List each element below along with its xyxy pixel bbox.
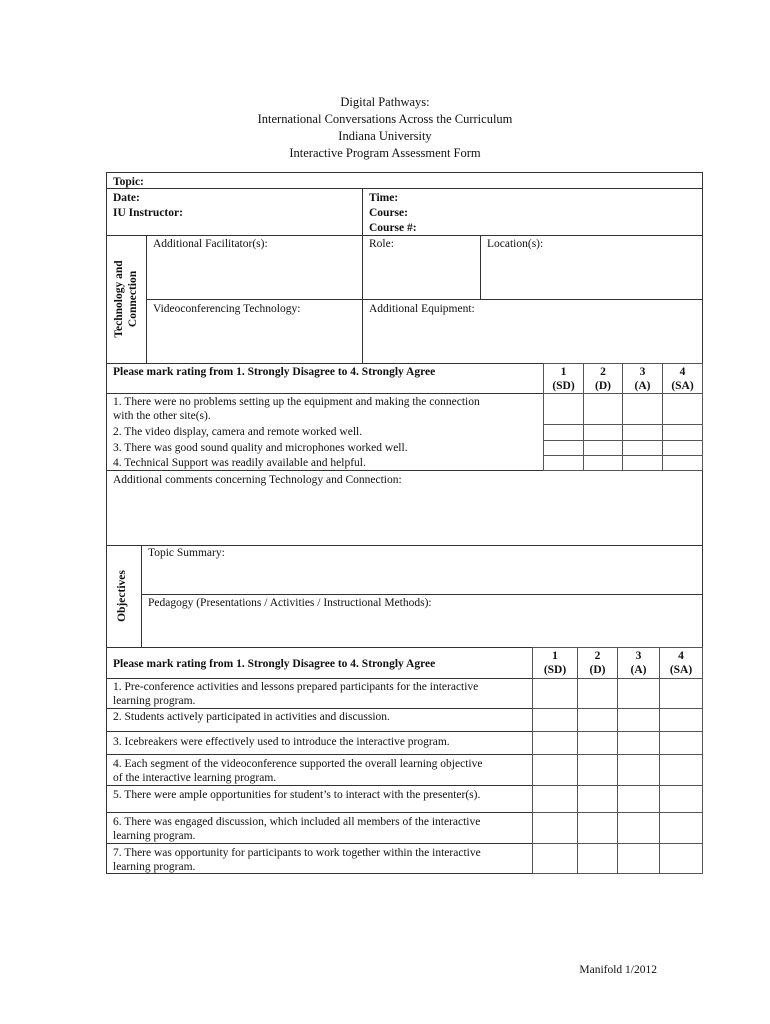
rating-box[interactable]	[659, 754, 703, 786]
rating-box[interactable]	[577, 731, 618, 755]
rating-box[interactable]	[532, 785, 578, 813]
rating-box[interactable]	[662, 455, 703, 471]
tech-item-1: 1. There were no problems setting up the equipment and making the connection with the other site(s).	[113, 396, 480, 422]
tech-side-label-line-1: Technology and	[113, 260, 125, 338]
rating-box[interactable]	[662, 440, 703, 456]
scale-header-3: 3 (A)	[630, 650, 647, 676]
rating-box[interactable]	[617, 754, 660, 786]
locations-label: Location(s):	[487, 238, 544, 250]
rating-box[interactable]	[622, 424, 663, 441]
course-label: Course:	[369, 207, 408, 219]
course-number-label: Course #:	[369, 222, 417, 234]
rating-box[interactable]	[583, 455, 623, 471]
instructor-label: IU Instructor:	[113, 207, 183, 219]
scale-header-2: 2 (D)	[595, 366, 611, 392]
tech-item-3: 3. There was good sound quality and microphones worked well.	[113, 442, 408, 454]
tech-comments-label: Additional comments concerning Technology and Connection:	[113, 474, 402, 486]
rating-instruction-tech: Please mark rating from 1. Strongly Disagree to 4. Strongly Agree	[113, 366, 436, 378]
time-label: Time:	[369, 192, 399, 204]
rating-box[interactable]	[662, 393, 703, 425]
rating-box[interactable]	[622, 393, 663, 425]
form-header	[0, 94, 770, 162]
rating-box[interactable]	[583, 393, 623, 425]
facilitators-label: Additional Facilitator(s):	[153, 238, 268, 250]
rating-box[interactable]	[622, 440, 663, 456]
rating-box[interactable]	[583, 424, 623, 441]
rating-box[interactable]	[577, 754, 618, 786]
rating-box[interactable]	[662, 424, 703, 441]
scale-header-4: 4 (SA)	[671, 366, 694, 392]
rating-box[interactable]	[577, 843, 618, 874]
rating-box[interactable]	[659, 678, 703, 709]
rating-box[interactable]	[617, 678, 660, 709]
footer-version: Manifold 1/2012	[579, 964, 657, 976]
rating-box[interactable]	[659, 812, 703, 844]
rating-instruction-objectives: Please mark rating from 1. Strongly Disagree to 4. Strongly Agree	[113, 658, 436, 670]
header-line-1: Digital Pathways:	[340, 95, 430, 109]
scale-header-2: 2 (D)	[589, 650, 606, 676]
rating-box[interactable]	[617, 731, 660, 755]
rating-box[interactable]	[659, 708, 703, 732]
rating-box[interactable]	[532, 843, 578, 874]
vc-technology-label: Videoconferencing Technology:	[153, 303, 301, 315]
scale-header-4: 4 (SA)	[669, 650, 693, 676]
rating-box[interactable]	[659, 731, 703, 755]
info-table	[106, 172, 703, 364]
objective-item-7: 7. There was opportunity for participants to work together within the interactive learning program.	[113, 847, 481, 873]
pedagogy-label: Pedagogy (Presentations / Activities / Instructional Methods):	[148, 597, 432, 609]
rating-box[interactable]	[577, 785, 618, 813]
tech-connection-side-label	[112, 260, 140, 337]
rating-box[interactable]	[543, 440, 584, 456]
objectives-side-label: Objectives	[116, 570, 128, 622]
rating-box[interactable]	[617, 785, 660, 813]
rating-box[interactable]	[543, 424, 584, 441]
rating-box[interactable]	[532, 754, 578, 786]
tech-item-4: 4. Technical Support was readily available and helpful.	[113, 457, 366, 469]
header-line-4: Interactive Program Assessment Form	[289, 146, 481, 160]
additional-equipment-label: Additional Equipment:	[369, 303, 475, 315]
topic-label: Topic:	[113, 176, 144, 188]
rating-box[interactable]	[532, 708, 578, 732]
header-line-2: International Conversations Across the Curriculum	[257, 112, 513, 126]
scale-header-1: 1 (SD)	[552, 366, 575, 392]
rating-box[interactable]	[532, 731, 578, 755]
rating-box[interactable]	[617, 708, 660, 732]
rating-box[interactable]	[622, 455, 663, 471]
rating-box[interactable]	[543, 455, 584, 471]
objective-item-3: 3. Icebreakers were effectively used to introduce the interactive program.	[113, 736, 450, 748]
rating-box[interactable]	[583, 440, 623, 456]
objective-item-6: 6. There was engaged discussion, which included all members of the interactive learning program.	[113, 816, 481, 842]
tech-item-2: 2. The video display, camera and remote worked well.	[113, 426, 363, 438]
rating-box[interactable]	[577, 812, 618, 844]
tech-side-label-line-2: Connection	[127, 270, 139, 328]
objective-item-5: 5. There were ample opportunities for student’s to interact with the presenter(s).	[113, 789, 481, 801]
role-label: Role:	[369, 238, 394, 250]
topic-summary-label: Topic Summary:	[148, 547, 225, 559]
objective-item-2: 2. Students actively participated in activities and discussion.	[113, 711, 390, 723]
objective-item-1: 1. Pre-conference activities and lessons prepared participants for the interactive learning program.	[113, 681, 479, 707]
scale-header-1: 1 (SD)	[543, 650, 567, 676]
rating-box[interactable]	[543, 393, 584, 425]
date-label: Date:	[113, 192, 140, 204]
rating-box[interactable]	[577, 708, 618, 732]
rating-box[interactable]	[617, 843, 660, 874]
header-line-3: Indiana University	[338, 129, 432, 143]
rating-box[interactable]	[659, 785, 703, 813]
rating-box[interactable]	[532, 812, 578, 844]
scale-header-3: 3 (A)	[634, 366, 651, 392]
rating-box[interactable]	[659, 843, 703, 874]
rating-box[interactable]	[532, 678, 578, 709]
objective-item-4: 4. Each segment of the videoconference supported the overall learning objective of the interactive learning program.	[113, 758, 483, 784]
rating-box[interactable]	[617, 812, 660, 844]
rating-box[interactable]	[577, 678, 618, 709]
